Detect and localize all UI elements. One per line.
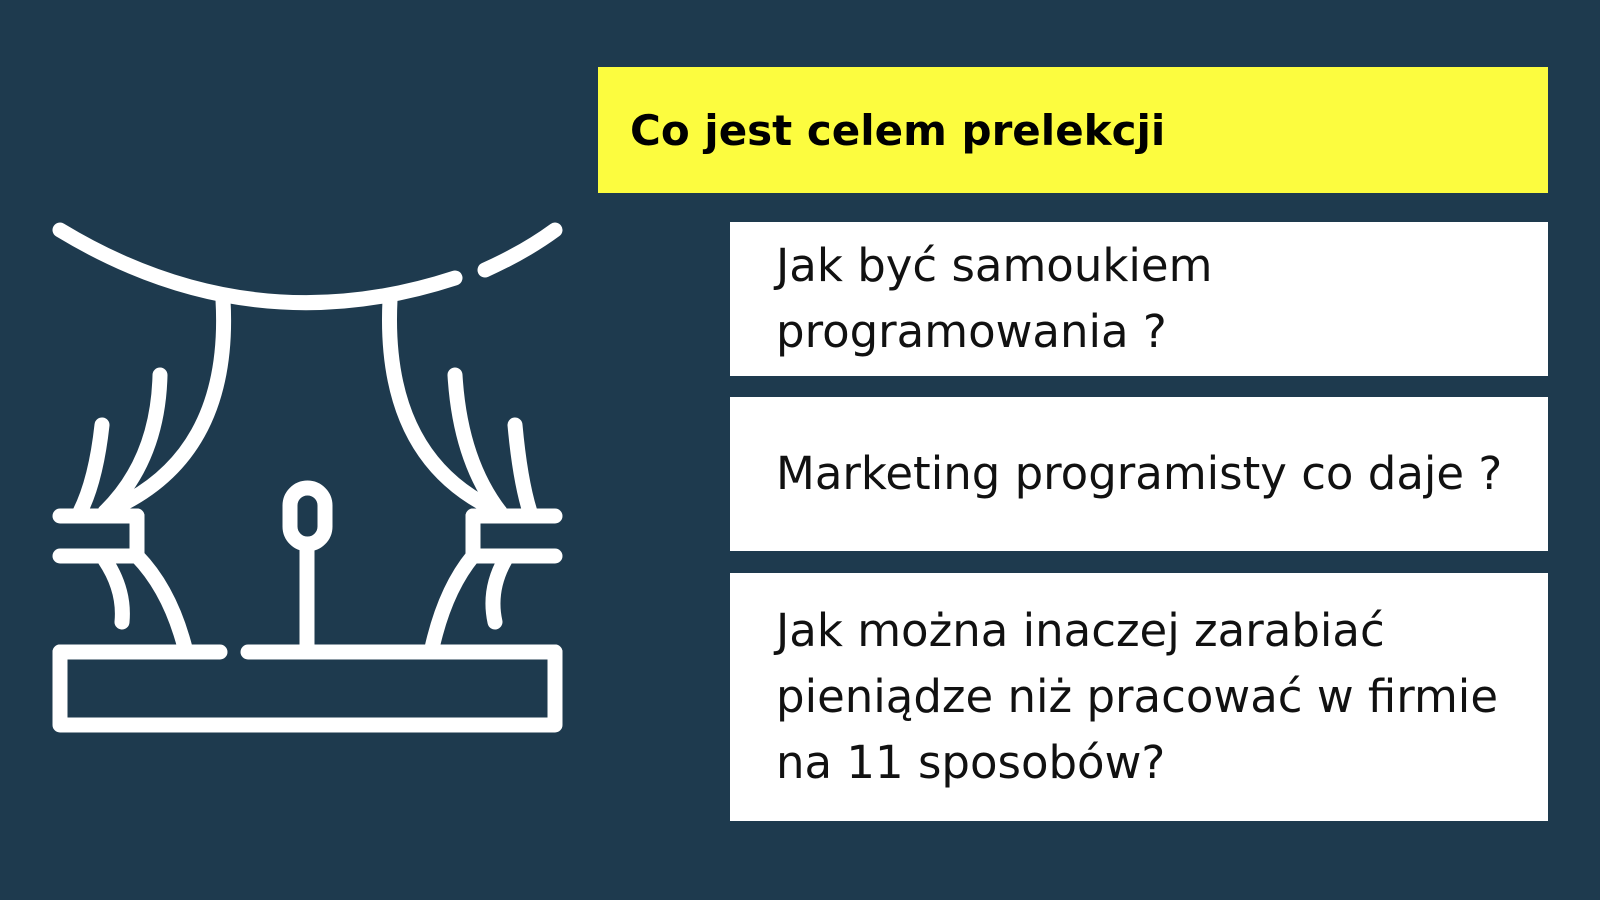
curtain-rope (60, 230, 455, 303)
curtain-rope-end (485, 230, 555, 270)
right-curtain-outer-fold (515, 425, 530, 512)
microphone-head (290, 488, 325, 544)
right-curtain-lower-fold (493, 560, 505, 622)
stage-platform (60, 652, 555, 725)
right-curtain-lower (432, 556, 473, 648)
topic-text: Jak można inaczej zarabiać pieniądze niż pracować w firmie na 11 sposobów? (776, 604, 1498, 789)
title-banner (598, 67, 1548, 193)
left-curtain-lower-fold (105, 560, 122, 622)
topic-card (730, 397, 1548, 551)
topic-card (730, 222, 1548, 376)
topic-card (730, 573, 1548, 821)
theater-stage-curtains-icon (0, 0, 600, 900)
topic-text: Jak być samoukiem programowania ? (776, 239, 1213, 358)
left-curtain-outer-fold (80, 425, 102, 512)
left-curtain-lower (137, 556, 185, 648)
slide-title: Co jest celem prelekcji (630, 105, 1166, 155)
topic-text: Marketing programisty co daje ? (776, 447, 1503, 500)
